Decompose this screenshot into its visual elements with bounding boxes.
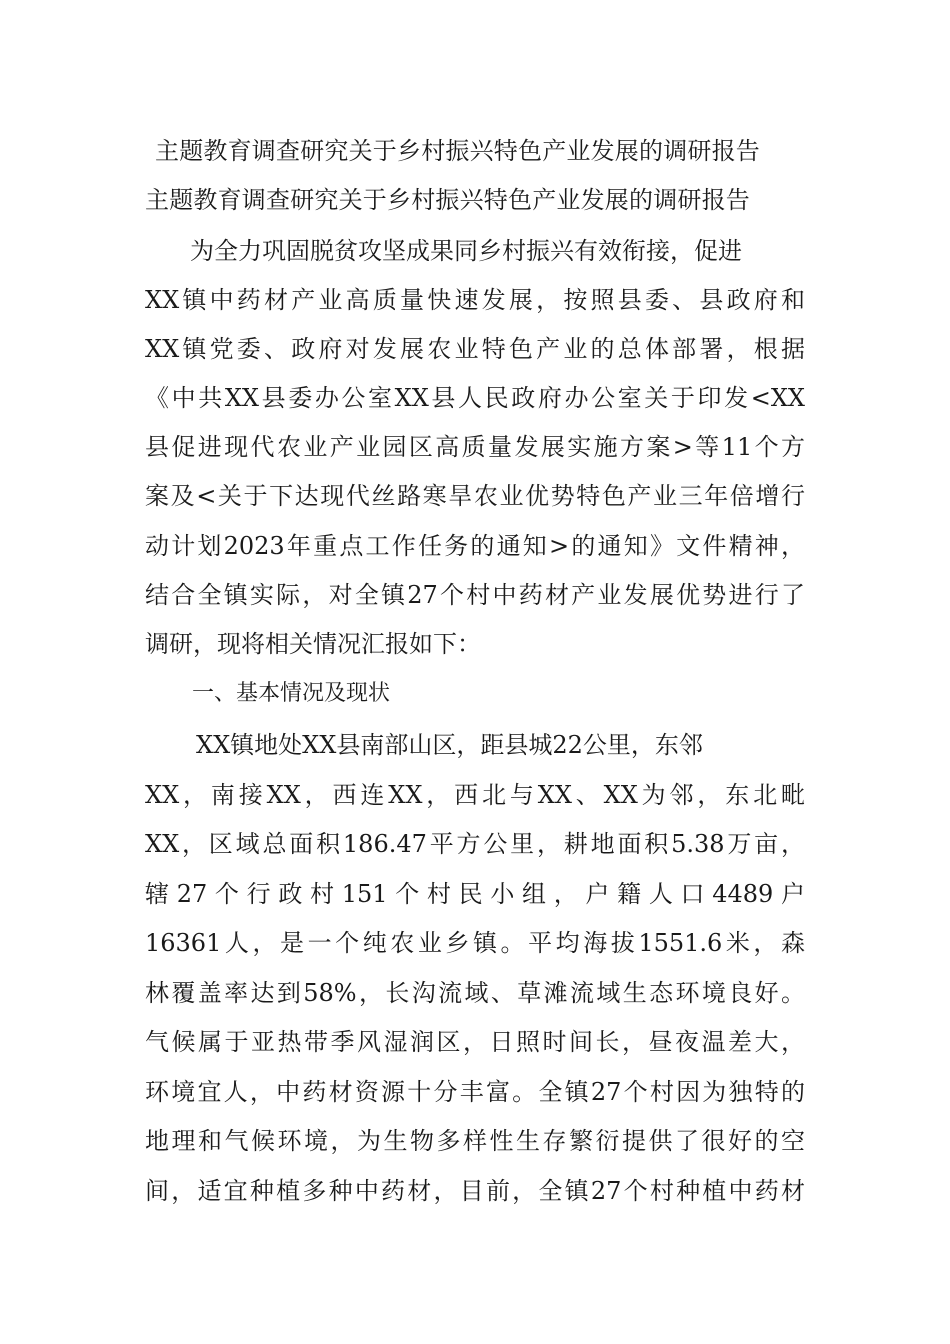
document-title-line-2: 主题教育调查研究关于乡村振兴特色产业发展的调研报告 bbox=[145, 186, 750, 214]
paragraph-2-line: 地理和气候环境，为生物多样性生存繁衍提供了很好的空 bbox=[145, 1127, 805, 1155]
paragraph-2-line: 辖 27 个 行 政 村 151 个 村 民 小 组 ， 户 籍 人 口 4489 户 bbox=[145, 880, 805, 908]
paragraph-2-line: XX，区域总面积186.47平方公里，耕地面积5.38万亩， bbox=[145, 830, 805, 858]
paragraph-1-line: 调研，现将相关情况汇报如下： bbox=[145, 630, 481, 658]
paragraph-2-line: 间，适宜种植多种中药材，目前，全镇27个村种植中药材 bbox=[145, 1177, 805, 1205]
paragraph-1-line: 《中共XX县委办公室XX县人民政府办公室关于印发<XX bbox=[145, 384, 805, 412]
paragraph-1-line: 为全力巩固脱贫攻坚成果同乡村振兴有效衔接，促进 bbox=[190, 237, 742, 265]
paragraph-2-line: 环境宜人，中药材资源十分丰富。全镇27个村因为独特的 bbox=[145, 1078, 805, 1106]
paragraph-2-line: 林覆盖率达到58%，长沟流域、草滩流域生态环境良好。 bbox=[145, 979, 805, 1007]
section-heading: 一、基本情况及现状 bbox=[192, 681, 391, 706]
document-title-line-1: 主题教育调查研究关于乡村振兴特色产业发展的调研报告 bbox=[155, 137, 760, 165]
paragraph-1-line: 结合全镇实际，对全镇27个村中药材产业发展优势进行了 bbox=[145, 581, 805, 609]
paragraph-1-line: 县促进现代农业产业园区高质量发展实施方案>等11个方 bbox=[145, 433, 805, 461]
paragraph-1-line: 案及<关于下达现代丝路寒旱农业优势特色产业三年倍增行 bbox=[145, 482, 805, 510]
paragraph-2-line: 气候属于亚热带季风湿润区，日照时间长，昼夜温差大， bbox=[145, 1028, 805, 1056]
paragraph-2-line: 16361人，是一个纯农业乡镇。平均海拔1551.6米，森 bbox=[145, 929, 805, 957]
paragraph-1-line: XX镇党委、政府对发展农业特色产业的总体部署，根据 bbox=[145, 335, 805, 363]
paragraph-1-line: 动计划2023年重点工作任务的通知>的通知》文件精神， bbox=[145, 532, 805, 560]
paragraph-2-line: XX，南接XX，西连XX，西北与XX、XX为邻，东北毗 bbox=[145, 781, 805, 809]
paragraph-2-line: XX镇地处XX县南部山区，距县城22公里，东邻 bbox=[196, 731, 703, 759]
paragraph-1-line: XX镇中药材产业高质量快速发展，按照县委、县政府和 bbox=[145, 286, 805, 314]
